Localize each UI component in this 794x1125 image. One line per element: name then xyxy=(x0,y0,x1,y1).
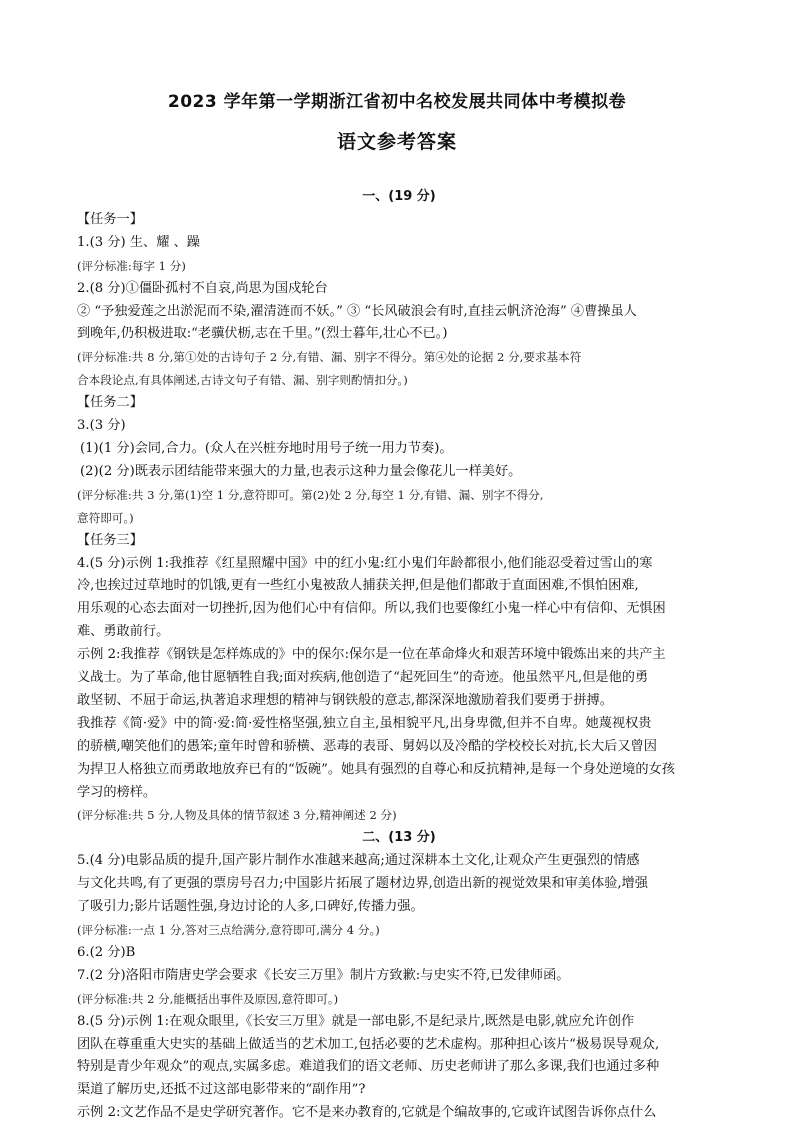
scoring-note: (评分标准:共 5 分,人物及具体的情节叙述 3 分,精神阐述 2 分) xyxy=(77,808,397,823)
section-heading: 二、(13 分) xyxy=(362,830,436,846)
answer-line: 学习的榜样。 xyxy=(77,784,157,800)
page-subtitle: 语文参考答案 xyxy=(336,131,457,153)
answer-line: 5.(4 分)电影品质的提升,国产影片制作水准越来越高;通过深耕本土文化,让观众产生更强烈的情感 xyxy=(77,853,640,869)
task-label: 【任务三】 xyxy=(77,532,143,548)
scoring-note: (评分标准:一点 1 分,答对三点给满分,意符即可,满分 4 分。) xyxy=(77,923,380,937)
scoring-note: (评分标准:共 2 分,能概括出事件及原因,意符即可。) xyxy=(77,991,339,1006)
scoring-note: (评分标准:共 3 分,第(1)空 1 分,意符即可。第(2)处 2 分,每空 1 分,有错、漏、别字不得分, xyxy=(77,487,544,502)
answer-line: 到晚年,仍积极进取:“老骥伏枥,志在千里。”(烈士暮年,壮心不已。) xyxy=(77,326,448,342)
answer-line: 示例 2:我推荐《钢铁是怎样炼成的》中的保尔:保尔是一位在革命烽火和艰苦环境中锻炼出来的共产主 xyxy=(77,647,666,663)
page-title: 2023 学年第一学期浙江省初中名校发展共同体中考模拟卷 xyxy=(167,92,627,112)
answer-line: 难、勇敢前行。 xyxy=(77,624,170,640)
answer-line: (1)(1 分)会同,合力。(众人在兴桩夯地时用号子统一用力节奏)。 xyxy=(80,440,453,456)
scoring-note: 意符即可。) xyxy=(77,510,134,525)
task-label: 【任务一】 xyxy=(77,211,143,227)
answer-line: 示例 2:文艺作品不是史学研究著作。它不是来办教育的,它就是个编故事的,它或许试图告诉你点什么 xyxy=(77,1105,657,1121)
answer-line: 2.(8 分)①僵卧孤村不自哀,尚思为国戍轮台 xyxy=(77,280,328,296)
answer-line: 我推荐《简·爱》中的简·爱:简·爱性格坚强,独立自主,虽相貌平凡,出身卑微,但并不自卑。她蔑视权贵 xyxy=(77,715,652,731)
answer-line: 8.(5 分)示例 1:在观众眼里,《长安三万里》就是一部电影,不是纪录片,既然是电影,就应允许创作 xyxy=(77,1013,635,1029)
answer-line: 敢坚韧、不屈于命运,执著追求理想的精神与钢铁般的意志,都深深地激励着我们要勇于拼搏。 xyxy=(77,692,613,708)
scoring-note: (评分标准:共 8 分,第①处的古诗句子 2 分,有错、漏、别字不得分。第④处的论据 2 分,要求基本符 xyxy=(77,350,582,365)
answer-line: 冷,也挨过过草地时的饥饿,更有一些红小鬼被敌人捕获关押,但是他们都敢于直面困难,不惧怕困难, xyxy=(77,578,639,594)
answer-line: 渠道了解历史,还抵不过这部电影带来的“副作用”? xyxy=(77,1082,366,1098)
answer-line: 1.(3 分) 生、耀 、躁 xyxy=(77,234,200,250)
answer-line: 6.(2 分)B xyxy=(77,944,136,960)
answer-line: 的骄横,嘲笑他们的愚笨;童年时曾和骄横、恶毒的表哥、舅妈以及冷酷的学校校长对抗,长大后又曾因 xyxy=(77,738,657,754)
scoring-note: (评分标准:每字 1 分) xyxy=(77,258,186,273)
answer-line: (2)(2 分)既表示团结能带来强大的力量,也表示这种力量会像花儿一样美好。 xyxy=(80,463,522,479)
section-heading: 一、(19 分) xyxy=(362,189,436,204)
answer-line: 为捍卫人格独立而勇敢地放弃已有的“饭碗”。她具有强烈的自尊心和反抗精神,是每一个身处逆境的女孩 xyxy=(77,761,675,777)
answer-line: 7.(2 分)洛阳市隋唐史学会要求《长安三万里》制片方致歉:与史实不符,已发律师函。 xyxy=(77,967,570,983)
answer-line: ② “予独爱莲之出淤泥而不染,濯清涟而不妖。” ③ “长风破浪会有时,直挂云帆济沧海” ④曹操虽人 xyxy=(77,303,637,319)
answer-line: 用乐观的心态去面对一切挫折,因为他们心中有信仰。所以,我们也要像红小鬼一样心中有信仰、无惧困 xyxy=(77,601,666,617)
answer-line: 团队在尊重重大史实的基础上做适当的艺术加工,包括必要的艺术虚构。那种担心该片“极易误导观众, xyxy=(77,1036,660,1052)
answer-content xyxy=(77,186,721,1125)
task-label: 【任务二】 xyxy=(77,395,143,411)
answer-line: 4.(5 分)示例 1:我推荐《红星照耀中国》中的红小鬼:红小鬼们年龄都很小,他们能忍受着过雪山的寒 xyxy=(77,555,653,571)
scoring-note: 合本段论点,有具体阐述,古诗文句子有错、漏、别字则酌情扣分。) xyxy=(77,373,408,388)
answer-line: 特别是青少年观众”的观点,实属多虑。难道我们的语文老师、历史老师讲了那么多课,我们也通过多种 xyxy=(77,1059,660,1075)
answer-line: 与文化共鸣,有了更强的票房号召力;中国影片拓展了题材边界,创造出新的视觉效果和审美体验,增强 xyxy=(77,876,648,892)
answer-line: 了吸引力;影片话题性强,身边讨论的人多,口碑好,传播力强。 xyxy=(77,899,424,915)
answer-line: 义战士。为了革命,他甘愿牺牲自我;面对疾病,他创造了“起死回生”的奇迹。他虽然平凡,但是他的勇 xyxy=(77,670,649,686)
answer-line: 3.(3 分) xyxy=(77,418,126,434)
